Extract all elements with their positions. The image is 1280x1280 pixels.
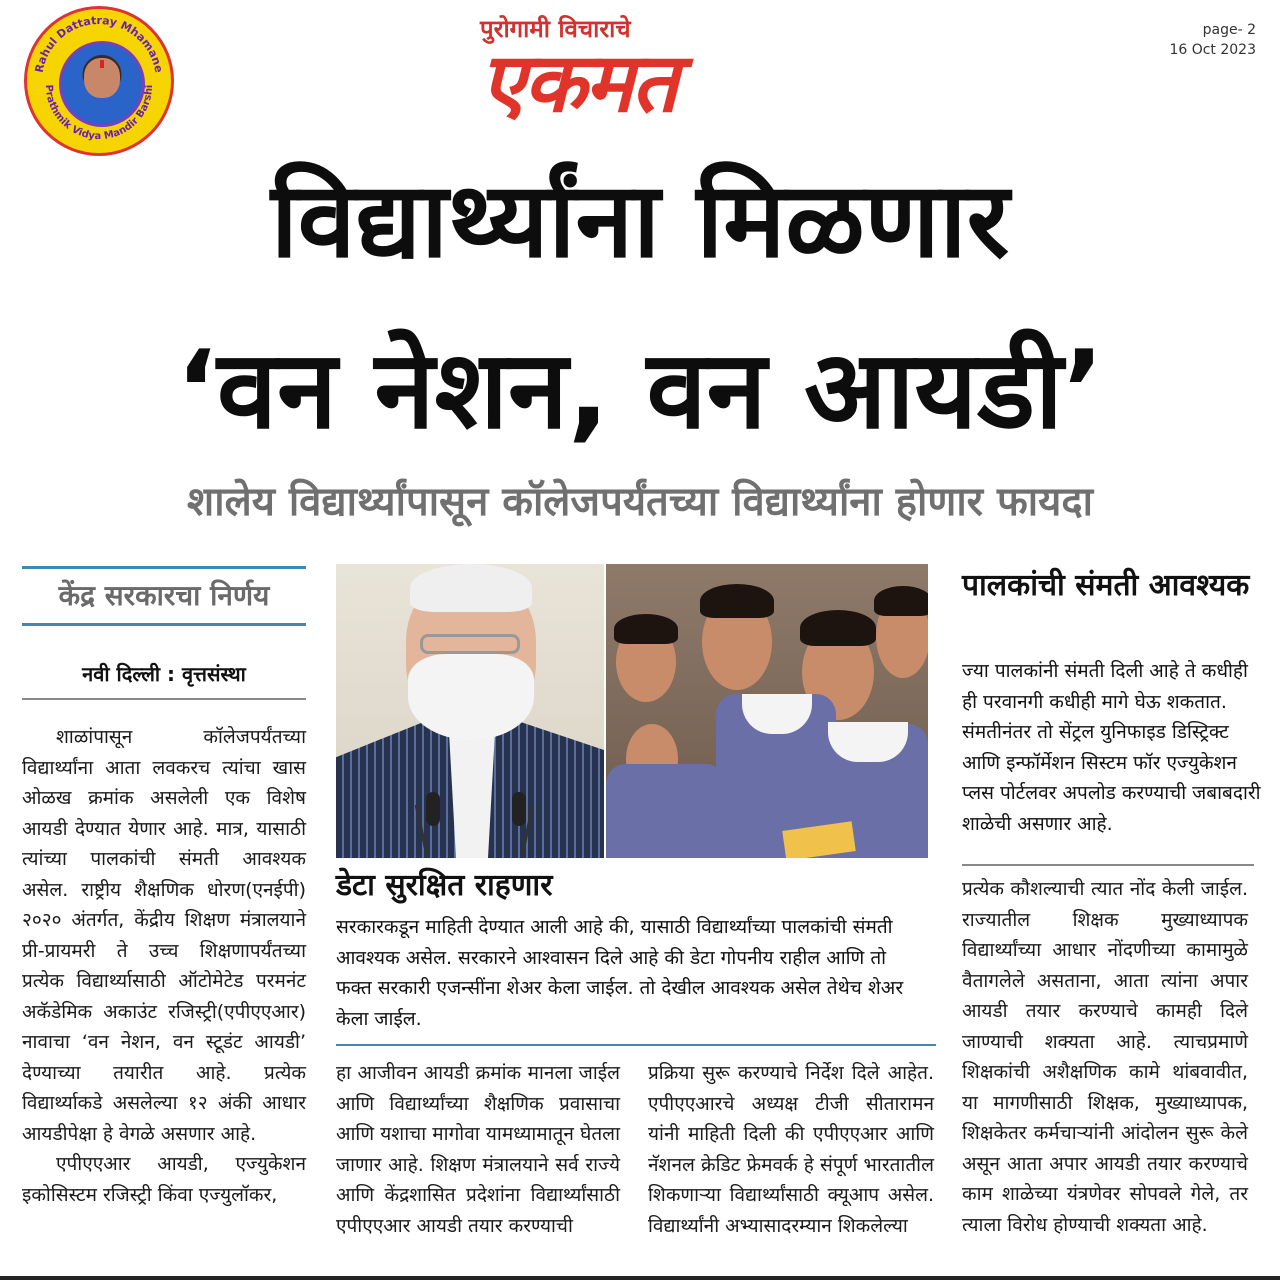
svg-text:Prathmik Vidya Mandir Barshi bbox=[43, 84, 155, 142]
page-info bbox=[1169, 20, 1256, 60]
badge-ring-text bbox=[24, 6, 174, 156]
badge-school: Prathmik Vidya Mandir Barshi bbox=[42, 84, 156, 143]
child-hair bbox=[614, 614, 678, 644]
divider bbox=[336, 1044, 936, 1046]
hair-shape bbox=[410, 564, 532, 612]
collar-shape bbox=[828, 722, 908, 762]
divider bbox=[22, 698, 306, 700]
section-title-parent-consent: पालकांची संमती आवश्यक bbox=[962, 568, 1250, 603]
right-column-text: प्रत्येक कौशल्याची त्यात नोंद केली जाईल. राज्यातील शिक्षक मुख्याध्यापक विद्यार्थ्यांच्या आधार नोंदणीच्या कामामुळे वैतागलेले असताना, आता त्यांना अपार आयडी तयार करण्याचे कामही दिले जाण्याची शक्यता आहे. त्याचप्रमाणे शिक्षकांची अशैक्षणिक कामे थांबवावीत, या मागणीसाठी शिक्षक, मुख्याध्यापक, शिक्षकेतर कर्मचाऱ्यांनी आंदोलन सुरू केले असून आता अपार आयडी तयार करण्याचे काम शाळेच्या यंत्रणेवर सोपवले गेले, तर त्याला विरोध होण्याची शक्यता आहे. bbox=[962, 878, 1248, 1236]
svg-text:Rahul Dattatray Mhamane bbox=[33, 14, 166, 74]
child-hair bbox=[700, 584, 774, 618]
right-top-text: ज्या पालकांनी संमती दिली आहे ते कधीही ही परवानगी कधीही मागे घेऊ शकतात. संमतीनंतर तो सेंट्रल युनिफाइड डिस्ट्रिक्ट आणि इन्फॉर्मेशन सिस्टम फॉर एज्युकेशन प्लस पोर्टलवर अपलोड करण्याची जबाबदारी शाळेची असणार आहे. bbox=[962, 660, 1261, 835]
dateline: नवी दिल्ली : वृत्तसंस्था bbox=[82, 662, 246, 686]
headline-line-1: विद्यार्थ्यांना मिळणार bbox=[270, 159, 1010, 281]
subheadline: शालेय विद्यार्थ्यांपासून कॉलेजपर्यंतच्या विद्यार्थ्यांना होणार फायदा bbox=[187, 479, 1093, 525]
photo-speaker bbox=[336, 564, 604, 858]
page-date: 16 Oct 2023 bbox=[1169, 42, 1256, 58]
headline-line-2: ‘वन नेशन, वन आयडी’ bbox=[176, 328, 1104, 453]
child-hair bbox=[800, 610, 876, 646]
divider bbox=[962, 864, 1254, 866]
middle-top-text: सरकारकडून माहिती देण्यात आली आहे की, यासाठी विद्यार्थ्यांच्या पालकांची संमती आवश्यक असेल. सरकारने आश्वासन दिले आहे की डेटा गोपनीय राहील आणि तो फक्त सरकारी एजन्सींना शेअर केला जाईल. तो देखील आवश्यक असेल तेथेच शेअर केला जाईल. bbox=[336, 916, 904, 1030]
photo-students bbox=[606, 564, 928, 858]
section-label: केंद्र सरकारचा निर्णय bbox=[22, 566, 306, 626]
microphone-icon bbox=[426, 792, 440, 826]
bottom-border bbox=[0, 1276, 1280, 1280]
badge-name: Rahul Dattatray Mhamane bbox=[32, 13, 166, 74]
middle-column-1-text: हा आजीवन आयडी क्रमांक मानला जाईल आणि विद्यार्थ्यांच्या शैक्षणिक प्रवासाचा आणि यशाचा मागोवा यामध्यामातून घेतला जाणार आहे. शिक्षण मंत्रालयाने सर्व राज्ये आणि केंद्रशासित प्रदेशांना विद्यार्थ्यांसाठी एपीएएआर आयडी तयार करण्याची bbox=[336, 1062, 620, 1237]
paragraph: एपीएएआर आयडी, एज्युकेशन इकोसिस्टम रजिस्ट्री किंवा एज्युलॉकर, bbox=[22, 1153, 306, 1206]
section-title-data-safe: डेटा सुरक्षित राहणार bbox=[336, 868, 553, 903]
middle-column-2-text: प्रक्रिया सुरू करण्याचे निर्देश दिले आहेत. एपीएएआरचे अध्यक्ष टीजी सीतारामन यांनी माहिती दिली की एपीएएआर आणि नॅशनल क्रेडिट फ्रेमवर्क हे संपूर्ण भारतातील शिकणाऱ्या विद्यार्थ्यांसाठी क्यूआप असेल. विद्यार्थ्यांनी अभ्यासादरम्यान शिकलेल्या bbox=[648, 1062, 934, 1237]
page-number: page- 2 bbox=[1202, 22, 1256, 38]
microphone-icon bbox=[512, 792, 526, 826]
masthead-tagline: पुरोगामी विचाराचे bbox=[480, 15, 631, 43]
masthead-title: एकमत bbox=[480, 35, 677, 131]
left-column-text bbox=[22, 722, 306, 1210]
paragraph: शाळांपासून कॉलेजपर्यंतच्या विद्यार्थ्यांना आता लवकरच त्यांचा खास ओळख क्रमांक असलेली एक विशेष आयडी देण्यात येणार आहे. मात्र, यासाठी त्यांच्या पालकांची संमती आवश्यक असेल. राष्ट्रीय शैक्षणिक धोरण(एनईपी) २०२० अंतर्गत, केंद्रीय शिक्षण मंत्रालयाने प्री-प्रायमरी ते उच्च शिक्षणापर्यंतच्या प्रत्येक विद्यार्थ्यासाठी ऑटोमेटेड परमनंट अकॅडेमिक अकाउंट रजिस्ट्री(एपीएएआर) नावाचा ‘वन नेशन, वन स्टूडंट आयडी’ देण्याच्या तयारीत आहे. प्रत्येक विद्यार्थ्याकडे असलेल्या १२ अंकी आधार आयडीपेक्षा हे वेगळे असणार आहे. bbox=[22, 726, 306, 1145]
beard-shape bbox=[408, 654, 534, 740]
uniform-shape bbox=[606, 764, 726, 858]
glasses-shape bbox=[420, 634, 520, 654]
child-hair bbox=[874, 586, 928, 616]
